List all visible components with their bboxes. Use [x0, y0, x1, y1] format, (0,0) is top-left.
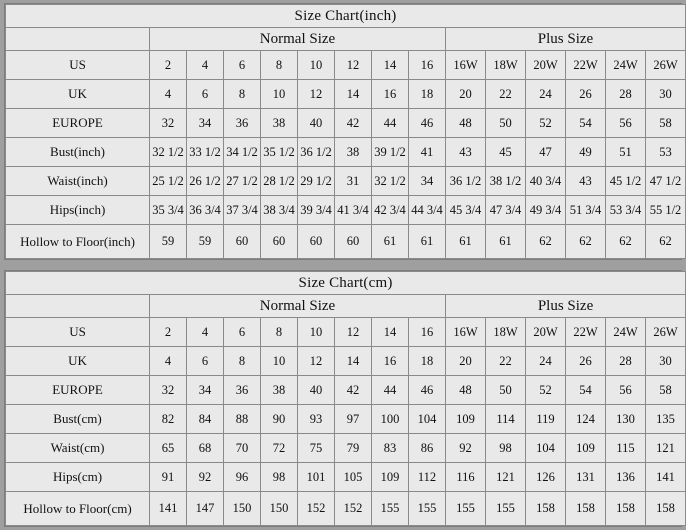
cell: 112 [409, 463, 446, 492]
cell: 158 [566, 492, 606, 526]
cell: 61 [372, 225, 409, 259]
cell: 10 [261, 347, 298, 376]
cell: 6 [224, 318, 261, 347]
cell: 41 [409, 138, 446, 167]
cell: 152 [298, 492, 335, 526]
table-row [6, 80, 686, 109]
cell: 97 [335, 405, 372, 434]
cell: 12 [298, 347, 335, 376]
cell: 59 [150, 225, 187, 259]
group-plus-size: Plus Size [446, 295, 686, 318]
cell: 12 [335, 51, 372, 80]
cell: 31 [335, 167, 372, 196]
cell: 8 [261, 51, 298, 80]
cell: 32 [150, 376, 187, 405]
cell: 45 3/4 [446, 196, 486, 225]
cell: 131 [566, 463, 606, 492]
cell: 42 [335, 109, 372, 138]
cell: 86 [409, 434, 446, 463]
chart-title: Size Chart(inch) [6, 5, 686, 28]
cell: 114 [486, 405, 526, 434]
cell: 16 [372, 347, 409, 376]
cell: 98 [486, 434, 526, 463]
cell: 22 [486, 80, 526, 109]
table-row [6, 109, 686, 138]
cell: 61 [446, 225, 486, 259]
cell: 62 [526, 225, 566, 259]
row-label: Hips(inch) [6, 196, 150, 225]
cell: 82 [150, 405, 187, 434]
cell: 152 [335, 492, 372, 526]
cell: 16 [409, 318, 446, 347]
cell: 55 1/2 [646, 196, 686, 225]
cell: 38 [335, 138, 372, 167]
cell: 119 [526, 405, 566, 434]
cell: 54 [566, 109, 606, 138]
cell: 24 [526, 80, 566, 109]
table-row [6, 51, 686, 80]
cell: 48 [446, 376, 486, 405]
cell: 44 [372, 109, 409, 138]
cell: 43 [566, 167, 606, 196]
cell: 26 [566, 80, 606, 109]
table-row [6, 463, 686, 492]
table-row [6, 405, 686, 434]
cell: 104 [526, 434, 566, 463]
cell: 36 1/2 [298, 138, 335, 167]
cell: 6 [224, 51, 261, 80]
cell: 42 [335, 376, 372, 405]
cell: 126 [526, 463, 566, 492]
cell: 150 [261, 492, 298, 526]
cell: 20W [526, 318, 566, 347]
cell: 2 [150, 51, 187, 80]
table-row [6, 196, 686, 225]
cell: 40 3/4 [526, 167, 566, 196]
cell: 90 [261, 405, 298, 434]
row-label: Hips(cm) [6, 463, 150, 492]
cell: 155 [486, 492, 526, 526]
cell: 26 1/2 [187, 167, 224, 196]
table-row [6, 138, 686, 167]
cell: 24W [606, 51, 646, 80]
cell: 4 [187, 51, 224, 80]
cell: 100 [372, 405, 409, 434]
cell: 91 [150, 463, 187, 492]
cell: 75 [298, 434, 335, 463]
chart-title: Size Chart(cm) [6, 272, 686, 295]
cell: 96 [224, 463, 261, 492]
cell: 141 [150, 492, 187, 526]
table-row [6, 347, 686, 376]
row-label: Waist(cm) [6, 434, 150, 463]
cell: 68 [187, 434, 224, 463]
cell: 109 [372, 463, 409, 492]
cell: 44 3/4 [409, 196, 446, 225]
cell: 10 [261, 80, 298, 109]
cell: 54 [566, 376, 606, 405]
cell: 34 1/2 [224, 138, 261, 167]
cell: 88 [224, 405, 261, 434]
cell: 8 [261, 318, 298, 347]
cell: 155 [446, 492, 486, 526]
table-row [6, 434, 686, 463]
cell: 62 [566, 225, 606, 259]
cell: 93 [298, 405, 335, 434]
cell: 16 [372, 80, 409, 109]
cell: 6 [187, 80, 224, 109]
cell: 158 [646, 492, 686, 526]
group-normal-size: Normal Size [150, 295, 446, 318]
cell: 147 [187, 492, 224, 526]
cell: 136 [606, 463, 646, 492]
cell: 124 [566, 405, 606, 434]
cell: 40 [298, 376, 335, 405]
cell: 115 [606, 434, 646, 463]
cell: 14 [372, 51, 409, 80]
cell: 51 [606, 138, 646, 167]
cell: 52 [526, 376, 566, 405]
cell: 59 [187, 225, 224, 259]
cell: 32 [150, 109, 187, 138]
cell: 34 [187, 376, 224, 405]
cell: 45 [486, 138, 526, 167]
cell: 130 [606, 405, 646, 434]
cell: 12 [298, 80, 335, 109]
cell: 158 [526, 492, 566, 526]
cell: 47 [526, 138, 566, 167]
size-table-cm [5, 271, 686, 526]
cell: 48 [446, 109, 486, 138]
cell: 53 3/4 [606, 196, 646, 225]
cell: 155 [372, 492, 409, 526]
cell: 60 [335, 225, 372, 259]
cell: 18W [486, 51, 526, 80]
cell: 92 [446, 434, 486, 463]
cell: 62 [606, 225, 646, 259]
cell: 47 3/4 [486, 196, 526, 225]
row-label: EUROPE [6, 109, 150, 138]
cell: 51 3/4 [566, 196, 606, 225]
cell: 60 [224, 225, 261, 259]
cell: 60 [298, 225, 335, 259]
cell: 105 [335, 463, 372, 492]
cell: 40 [298, 109, 335, 138]
cell: 41 3/4 [335, 196, 372, 225]
cell: 30 [646, 80, 686, 109]
cell: 47 1/2 [646, 167, 686, 196]
cell: 44 [372, 376, 409, 405]
cell: 52 [526, 109, 566, 138]
cell: 104 [409, 405, 446, 434]
cell: 45 1/2 [606, 167, 646, 196]
cell: 28 [606, 80, 646, 109]
cell: 8 [224, 347, 261, 376]
cell: 35 1/2 [261, 138, 298, 167]
cell: 38 1/2 [486, 167, 526, 196]
cell: 92 [187, 463, 224, 492]
table-row [6, 376, 686, 405]
cell: 20W [526, 51, 566, 80]
row-label: Hollow to Floor(cm) [6, 492, 150, 526]
cell: 62 [646, 225, 686, 259]
cell: 12 [335, 318, 372, 347]
row-label: Bust(cm) [6, 405, 150, 434]
cell: 26W [646, 51, 686, 80]
row-label: Hollow to Floor(inch) [6, 225, 150, 259]
cell: 56 [606, 109, 646, 138]
cell: 79 [335, 434, 372, 463]
cell: 4 [187, 318, 224, 347]
cell: 46 [409, 109, 446, 138]
cell: 32 1/2 [372, 167, 409, 196]
cell: 16W [446, 318, 486, 347]
cell: 36 [224, 376, 261, 405]
cell: 16 [409, 51, 446, 80]
cell: 36 1/2 [446, 167, 486, 196]
cell: 83 [372, 434, 409, 463]
cell: 61 [409, 225, 446, 259]
cell: 39 3/4 [298, 196, 335, 225]
table-row [6, 167, 686, 196]
cell: 29 1/2 [298, 167, 335, 196]
cell: 18 [409, 347, 446, 376]
cell: 16W [446, 51, 486, 80]
size-chart-cm [4, 270, 682, 527]
cell: 22W [566, 51, 606, 80]
cell: 49 3/4 [526, 196, 566, 225]
cell: 38 [261, 109, 298, 138]
cell: 72 [261, 434, 298, 463]
size-table-inch [5, 4, 686, 259]
cell: 109 [566, 434, 606, 463]
cell: 98 [261, 463, 298, 492]
cell: 38 [261, 376, 298, 405]
cell: 24W [606, 318, 646, 347]
cell: 34 [187, 109, 224, 138]
cell: 150 [224, 492, 261, 526]
cell: 65 [150, 434, 187, 463]
cell: 22W [566, 318, 606, 347]
cell: 14 [335, 347, 372, 376]
cell: 26 [566, 347, 606, 376]
cell: 10 [298, 318, 335, 347]
cell: 158 [606, 492, 646, 526]
cell: 8 [224, 80, 261, 109]
cell: 20 [446, 80, 486, 109]
cell: 60 [261, 225, 298, 259]
cell: 39 1/2 [372, 138, 409, 167]
cell: 34 [409, 167, 446, 196]
group-plus-size: Plus Size [446, 28, 686, 51]
table-title-row [6, 272, 686, 295]
cell: 28 1/2 [261, 167, 298, 196]
cell: 56 [606, 376, 646, 405]
cell: 14 [335, 80, 372, 109]
cell: 49 [566, 138, 606, 167]
cell: 37 3/4 [224, 196, 261, 225]
cell: 14 [372, 318, 409, 347]
row-label: UK [6, 347, 150, 376]
cell: 10 [298, 51, 335, 80]
cell: 2 [150, 318, 187, 347]
group-corner [6, 295, 150, 318]
cell: 36 [224, 109, 261, 138]
cell: 42 3/4 [372, 196, 409, 225]
cell: 18 [409, 80, 446, 109]
cell: 58 [646, 376, 686, 405]
table-row [6, 225, 686, 259]
row-label: Waist(inch) [6, 167, 150, 196]
cell: 27 1/2 [224, 167, 261, 196]
row-label: US [6, 51, 150, 80]
table-row [6, 318, 686, 347]
cell: 30 [646, 347, 686, 376]
cell: 70 [224, 434, 261, 463]
group-corner [6, 28, 150, 51]
table-row [6, 492, 686, 526]
row-label: Bust(inch) [6, 138, 150, 167]
cell: 135 [646, 405, 686, 434]
cell: 50 [486, 109, 526, 138]
cell: 26W [646, 318, 686, 347]
cell: 46 [409, 376, 446, 405]
cell: 4 [150, 80, 187, 109]
cell: 141 [646, 463, 686, 492]
cell: 24 [526, 347, 566, 376]
cell: 25 1/2 [150, 167, 187, 196]
row-label: UK [6, 80, 150, 109]
cell: 121 [486, 463, 526, 492]
cell: 33 1/2 [187, 138, 224, 167]
cell: 28 [606, 347, 646, 376]
cell: 84 [187, 405, 224, 434]
table-group-row [6, 295, 686, 318]
cell: 20 [446, 347, 486, 376]
cell: 4 [150, 347, 187, 376]
cell: 22 [486, 347, 526, 376]
cell: 116 [446, 463, 486, 492]
cell: 35 3/4 [150, 196, 187, 225]
cell: 61 [486, 225, 526, 259]
cell: 38 3/4 [261, 196, 298, 225]
cell: 36 3/4 [187, 196, 224, 225]
cell: 6 [187, 347, 224, 376]
row-label: EUROPE [6, 376, 150, 405]
cell: 109 [446, 405, 486, 434]
size-chart-inch [4, 3, 682, 260]
cell: 53 [646, 138, 686, 167]
cell: 58 [646, 109, 686, 138]
cell: 155 [409, 492, 446, 526]
cell: 43 [446, 138, 486, 167]
table-group-row [6, 28, 686, 51]
cell: 18W [486, 318, 526, 347]
cell: 32 1/2 [150, 138, 187, 167]
group-normal-size: Normal Size [150, 28, 446, 51]
cell: 121 [646, 434, 686, 463]
cell: 101 [298, 463, 335, 492]
cell: 50 [486, 376, 526, 405]
row-label: US [6, 318, 150, 347]
table-title-row [6, 5, 686, 28]
